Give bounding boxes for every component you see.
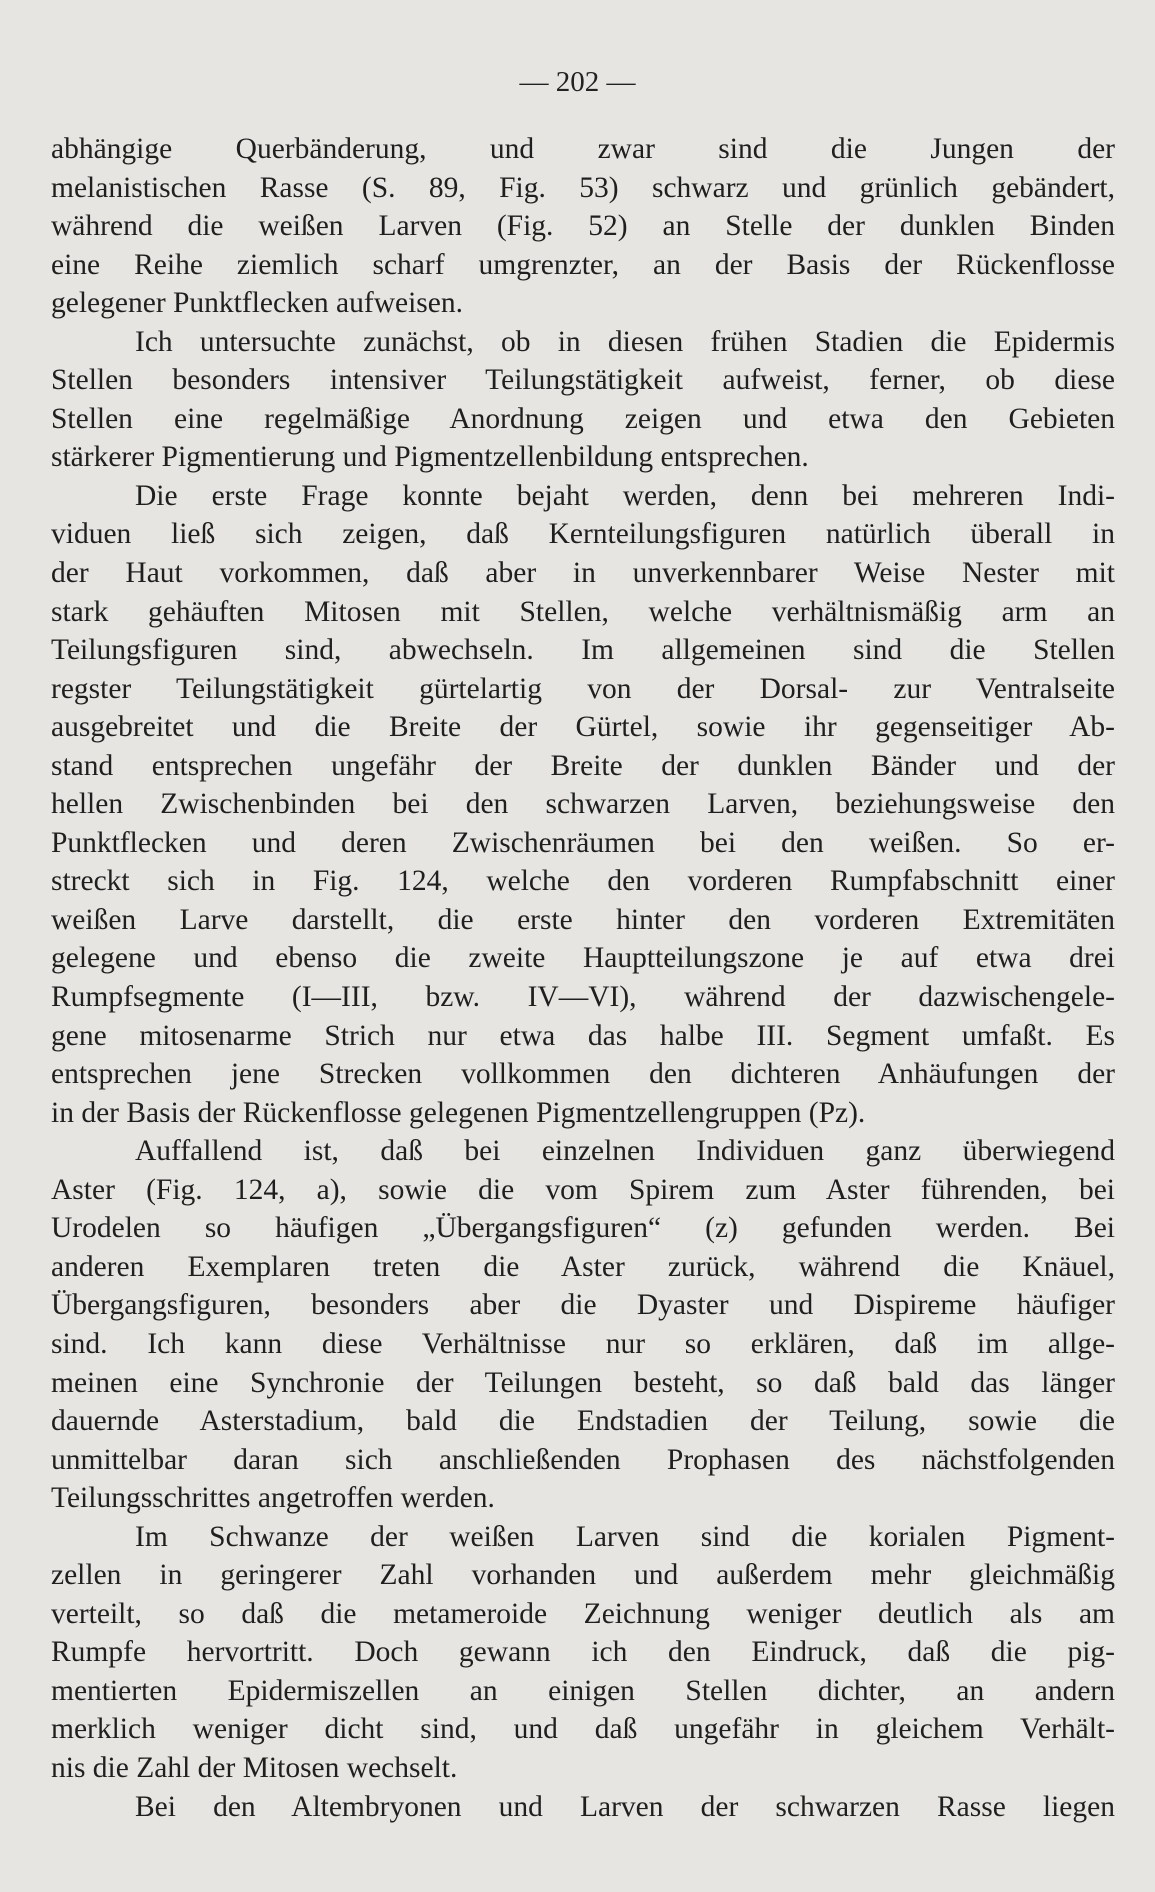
text-line: Teilungsschrittes angetroffen werden. [51, 1482, 495, 1515]
text-line: nis die Zahl der Mitosen wechselt. [51, 1751, 458, 1784]
text-line: abhängige Querbänderung, und zwar sind die Jungen der [51, 133, 1115, 165]
text-line: der Haut vorkommen, daß aber in unverkennbarer Weise Nester mit [51, 557, 1115, 590]
text-line: hellen Zwischenbinden bei den schwarzen Larven, beziehungsweise den [51, 788, 1115, 821]
text-line: Stellen eine regelmäßige Anordnung zeigen und etwa den Gebieten [51, 402, 1115, 435]
text-line: gene mitosenarme Strich nur etwa das halbe III. Segment umfaßt. Es [51, 1019, 1115, 1052]
text-line: Auffallend ist, daß bei einzelnen Individuen ganz überwiegend [135, 1135, 1115, 1168]
text-line: dauernde Asterstadium, bald die Endstadien der Teilung, sowie die [51, 1405, 1115, 1438]
text-line: Die erste Frage konnte bejaht werden, denn bei mehreren Indi- [135, 479, 1115, 512]
text-line: Im Schwanze der weißen Larven sind die korialen Pigment- [135, 1520, 1115, 1553]
text-line: viduen ließ sich zeigen, daß Kernteilungsfiguren natürlich überall in [51, 518, 1115, 551]
text-line: verteilt, so daß die metameroide Zeichnung weniger deutlich als am [51, 1597, 1115, 1630]
text-line: meinen eine Synchronie der Teilungen besteht, so daß bald das länger [51, 1366, 1115, 1399]
text-line: eine Reihe ziemlich scharf umgrenzter, an der Basis der Rückenflosse [51, 248, 1115, 281]
text-line: sind. Ich kann diese Verhältnisse nur so erklären, daß im allge- [51, 1327, 1115, 1360]
text-line: melanistischen Rasse (S. 89, Fig. 53) schwarz und grünlich gebändert, [51, 171, 1115, 204]
text-line: entsprechen jene Strecken vollkommen den dichteren Anhäufungen der [51, 1058, 1115, 1091]
text-line: Rumpfe hervortritt. Doch gewann ich den Eindruck, daß die pig- [51, 1636, 1115, 1669]
text-line: zellen in geringerer Zahl vorhanden und außerdem mehr gleichmäßig [51, 1559, 1115, 1592]
text-line: Rumpfsegmente (I—III, bzw. IV—VI), während der dazwischengele- [51, 981, 1115, 1014]
text-line: Punktflecken und deren Zwischenräumen bei den weißen. So er- [51, 826, 1115, 859]
text-line: während die weißen Larven (Fig. 52) an Stelle der dunklen Binden [51, 210, 1115, 243]
text-line: Aster (Fig. 124, a), sowie die vom Spirem zum Aster führenden, bei [51, 1173, 1115, 1206]
text-line: unmittelbar daran sich anschließenden Prophasen des nächstfolgenden [51, 1443, 1115, 1476]
text-line: Ich untersuchte zunächst, ob in diesen frühen Stadien die Epidermis [135, 325, 1115, 358]
text-line: stark gehäuften Mitosen mit Stellen, welche verhältnismäßig arm an [51, 595, 1115, 628]
text-line: Übergangsfiguren, besonders aber die Dyaster und Dispireme häufiger [51, 1289, 1115, 1322]
text-line: mentierten Epidermiszellen an einigen Stellen dichter, an andern [51, 1674, 1115, 1707]
text-line: gelegene und ebenso die zweite Hauptteilungszone je auf etwa drei [51, 942, 1115, 975]
body-text [51, 130, 1115, 1826]
text-line: gelegener Punktflecken aufweisen. [51, 287, 464, 320]
text-line: Stellen besonders intensiver Teilungstätigkeit aufweist, ferner, ob diese [51, 364, 1115, 397]
text-line: Bei den Altembryonen und Larven der schwarzen Rasse liegen [135, 1790, 1115, 1823]
text-line: anderen Exemplaren treten die Aster zurück, während die Knäuel, [51, 1250, 1115, 1283]
text-line: stärkerer Pigmentierung und Pigmentzellenbildung entsprechen. [51, 441, 809, 474]
text-line: merklich weniger dicht sind, und daß ungefähr in gleichem Verhält- [51, 1713, 1115, 1746]
text-line: stand entsprechen ungefähr der Breite der dunklen Bänder und der [51, 749, 1115, 782]
text-line: ausgebreitet und die Breite der Gürtel, sowie ihr gegenseitiger Ab- [51, 711, 1115, 744]
text-line: Teilungsfiguren sind, abwechseln. Im allgemeinen sind die Stellen [51, 634, 1115, 667]
text-line: Urodelen so häufigen „Übergangsfiguren“ (z) gefunden werden. Bei [51, 1212, 1115, 1245]
text-line: streckt sich in Fig. 124, welche den vorderen Rumpfabschnitt einer [51, 865, 1115, 898]
page-number: — 202 — [519, 66, 636, 98]
text-line: in der Basis der Rückenflosse gelegenen Pigmentzellengruppen (Pz). [51, 1096, 866, 1129]
text-line: weißen Larve darstellt, die erste hinter den vorderen Extremitäten [51, 903, 1115, 936]
text-line: regster Teilungstätigkeit gürtelartig von der Dorsal- zur Ventralseite [51, 672, 1115, 705]
